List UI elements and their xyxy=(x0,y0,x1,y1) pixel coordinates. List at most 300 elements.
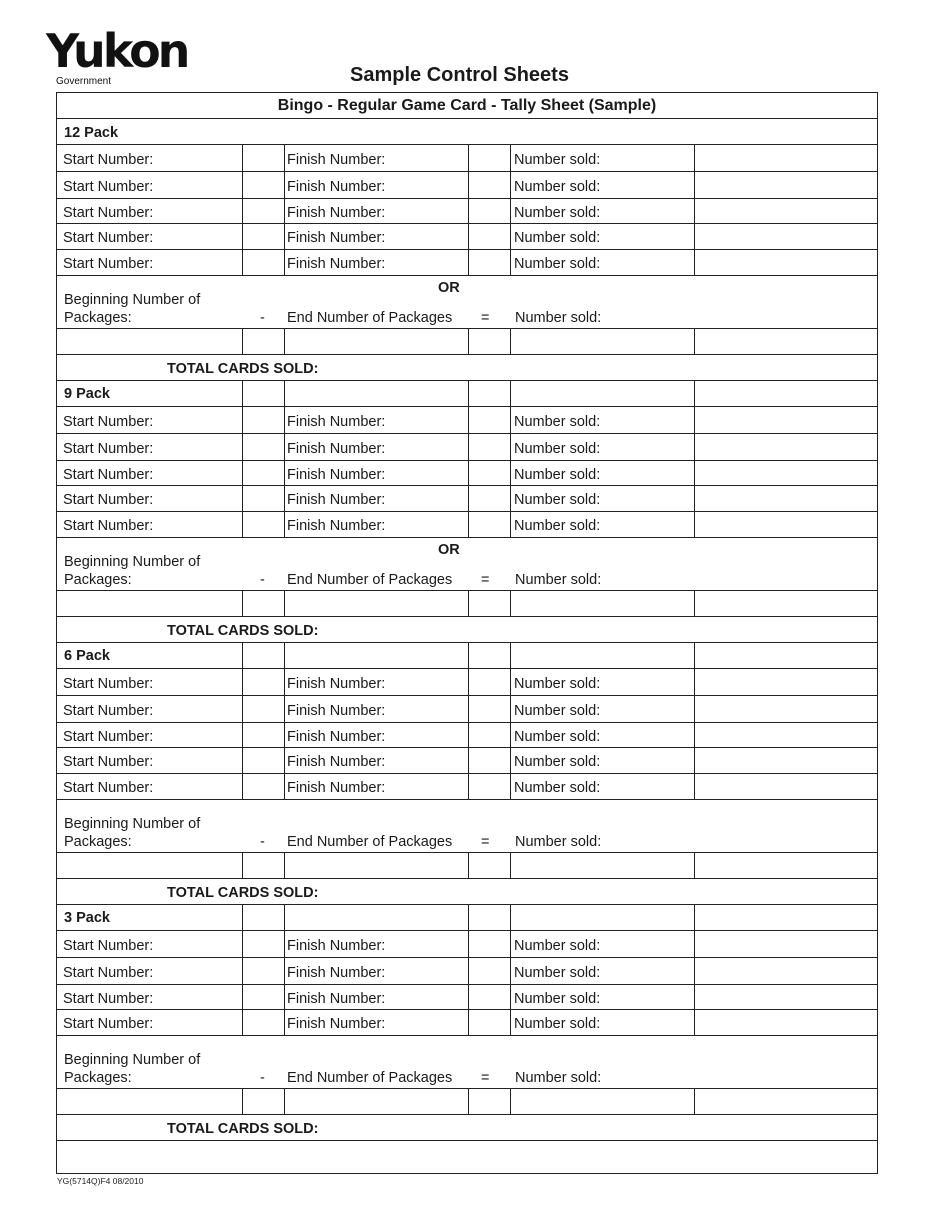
column-divider xyxy=(284,1010,285,1036)
packages-entry-field[interactable] xyxy=(244,1089,282,1113)
total-cards-row xyxy=(57,617,877,643)
column-divider xyxy=(694,748,695,774)
number-sold-field[interactable] xyxy=(696,1010,875,1034)
column-divider xyxy=(468,643,469,669)
start-number-label: Start Number: xyxy=(63,256,154,272)
finish-number-field[interactable] xyxy=(470,199,508,222)
finish-number-label: Finish Number: xyxy=(287,938,386,954)
sheet-title: Bingo - Regular Game Card - Tally Sheet (Sample) xyxy=(277,97,657,114)
column-divider xyxy=(694,774,695,800)
number-sold-field[interactable] xyxy=(696,250,875,274)
column-divider xyxy=(694,958,695,985)
finish-number-label: Finish Number: xyxy=(287,230,386,246)
column-divider xyxy=(242,486,243,512)
end-packages-label: End Number of Packages xyxy=(287,572,453,588)
finish-number-field[interactable] xyxy=(470,696,508,721)
minus-sign: - xyxy=(260,1070,265,1086)
number-sold-label: Number sold: xyxy=(514,230,601,246)
start-number-field[interactable] xyxy=(244,461,282,484)
column-divider xyxy=(694,250,695,276)
beginning-packages-label-cont: Packages: xyxy=(64,310,132,326)
column-divider xyxy=(468,905,469,931)
column-divider xyxy=(284,199,285,224)
start-number-field[interactable] xyxy=(244,774,282,798)
finish-number-label: Finish Number: xyxy=(287,703,386,719)
number-entry-row xyxy=(57,486,877,512)
packages-entry-field[interactable] xyxy=(59,329,240,353)
number-sold-field[interactable] xyxy=(696,774,875,798)
total-cards-field[interactable] xyxy=(357,355,873,379)
start-number-label: Start Number: xyxy=(63,703,154,719)
column-divider xyxy=(510,199,511,224)
column-divider xyxy=(284,381,285,407)
column-divider xyxy=(242,199,243,224)
finish-number-field[interactable] xyxy=(470,486,508,510)
column-divider xyxy=(694,224,695,250)
start-number-label: Start Number: xyxy=(63,179,154,195)
start-number-field[interactable] xyxy=(244,434,282,459)
packages-entry-field[interactable] xyxy=(59,591,240,615)
number-sold-field[interactable] xyxy=(696,669,875,694)
packages-entry-field[interactable] xyxy=(470,1089,508,1113)
finish-number-field[interactable] xyxy=(470,461,508,484)
column-divider xyxy=(510,329,511,355)
start-number-field[interactable] xyxy=(244,669,282,694)
total-cards-row xyxy=(57,879,877,905)
packages-entry-field[interactable] xyxy=(286,1089,466,1113)
number-sold-field[interactable] xyxy=(696,985,875,1008)
column-divider xyxy=(694,723,695,748)
column-divider xyxy=(242,145,243,172)
finish-number-field[interactable] xyxy=(470,434,508,459)
or-label: OR xyxy=(438,542,460,558)
column-divider xyxy=(468,250,469,276)
start-number-field[interactable] xyxy=(244,512,282,536)
pack-title: 12 Pack xyxy=(64,125,119,141)
total-cards-field[interactable] xyxy=(357,879,873,903)
number-entry-row xyxy=(57,931,877,958)
finish-number-label: Finish Number: xyxy=(287,754,386,770)
column-divider xyxy=(694,591,695,617)
number-sold-label: Number sold: xyxy=(514,152,601,168)
column-divider xyxy=(284,591,285,617)
number-sold-field[interactable] xyxy=(696,145,875,170)
column-divider xyxy=(242,250,243,276)
packages-entry-row xyxy=(57,853,877,879)
number-sold-field[interactable] xyxy=(696,434,875,459)
column-divider xyxy=(510,591,511,617)
finish-number-label: Finish Number: xyxy=(287,441,386,457)
column-divider xyxy=(510,669,511,696)
number-sold-label: Number sold: xyxy=(514,729,601,745)
number-sold-field[interactable] xyxy=(696,512,875,536)
number-sold-field[interactable] xyxy=(696,958,875,983)
column-divider xyxy=(694,199,695,224)
finish-number-label: Finish Number: xyxy=(287,1016,386,1032)
column-divider xyxy=(694,145,695,172)
packages-entry-field[interactable] xyxy=(244,853,282,877)
finish-number-label: Finish Number: xyxy=(287,780,386,796)
packages-entry-field[interactable] xyxy=(696,1089,875,1113)
finish-number-field[interactable] xyxy=(470,224,508,248)
column-divider xyxy=(694,512,695,538)
number-entry-row xyxy=(57,958,877,985)
total-cards-sold-label: TOTAL CARDS SOLD: xyxy=(167,361,319,377)
column-divider xyxy=(510,696,511,723)
number-sold-label: Number sold: xyxy=(514,414,601,430)
number-sold-field[interactable] xyxy=(696,723,875,746)
number-sold-label: Number sold: xyxy=(515,1070,602,1086)
finish-number-field[interactable] xyxy=(470,250,508,274)
column-divider xyxy=(468,461,469,486)
column-divider xyxy=(242,774,243,800)
number-sold-field[interactable] xyxy=(696,172,875,197)
number-sold-field[interactable] xyxy=(696,696,875,721)
column-divider xyxy=(284,1089,285,1115)
column-divider xyxy=(284,145,285,172)
start-number-field[interactable] xyxy=(244,407,282,432)
column-divider xyxy=(242,224,243,250)
number-entry-row xyxy=(57,1010,877,1036)
start-number-label: Start Number: xyxy=(63,729,154,745)
packages-entry-field[interactable] xyxy=(512,591,692,615)
packages-entry-field[interactable] xyxy=(696,853,875,877)
number-sold-label: Number sold: xyxy=(514,205,601,221)
minus-sign: - xyxy=(260,310,265,326)
logo-wordmark: Yukon xyxy=(46,24,188,78)
column-divider xyxy=(510,224,511,250)
column-divider xyxy=(242,931,243,958)
start-number-label: Start Number: xyxy=(63,152,154,168)
finish-number-label: Finish Number: xyxy=(287,179,386,195)
column-divider xyxy=(284,486,285,512)
finish-number-label: Finish Number: xyxy=(287,991,386,1007)
pack-header-row xyxy=(57,905,877,931)
packages-entry-field[interactable] xyxy=(244,591,282,615)
number-sold-label: Number sold: xyxy=(514,754,601,770)
column-divider xyxy=(242,407,243,434)
packages-entry-field[interactable] xyxy=(470,329,508,353)
number-sold-field[interactable] xyxy=(696,199,875,222)
total-cards-field[interactable] xyxy=(59,1141,875,1163)
column-divider xyxy=(468,512,469,538)
column-divider xyxy=(694,434,695,461)
column-divider xyxy=(510,1010,511,1036)
column-divider xyxy=(694,696,695,723)
column-divider xyxy=(468,224,469,250)
total-cards-row xyxy=(57,1115,877,1141)
column-divider xyxy=(284,853,285,879)
start-number-field[interactable] xyxy=(244,748,282,772)
column-divider xyxy=(510,486,511,512)
column-divider xyxy=(284,643,285,669)
column-divider xyxy=(694,381,695,407)
column-divider xyxy=(510,748,511,774)
number-entry-row xyxy=(57,199,877,224)
number-entry-row xyxy=(57,434,877,461)
finish-number-field[interactable] xyxy=(470,985,508,1008)
column-divider xyxy=(468,853,469,879)
start-number-field[interactable] xyxy=(244,486,282,510)
sheet-title-row xyxy=(57,93,877,119)
start-number-field[interactable] xyxy=(244,985,282,1008)
total-cards-sold-label: TOTAL CARDS SOLD: xyxy=(167,623,319,639)
number-sold-label: Number sold: xyxy=(515,834,602,850)
packages-formula-row xyxy=(57,1036,877,1089)
finish-number-label: Finish Number: xyxy=(287,256,386,272)
finish-number-field[interactable] xyxy=(470,145,508,170)
packages-entry-field[interactable] xyxy=(512,1089,692,1113)
column-divider xyxy=(510,723,511,748)
start-number-label: Start Number: xyxy=(63,938,154,954)
packages-entry-field[interactable] xyxy=(286,329,466,353)
finish-number-field[interactable] xyxy=(470,723,508,746)
column-divider xyxy=(510,985,511,1010)
packages-entry-field[interactable] xyxy=(59,853,240,877)
column-divider xyxy=(284,985,285,1010)
column-divider xyxy=(242,985,243,1010)
column-divider xyxy=(242,1089,243,1115)
finish-number-field[interactable] xyxy=(470,1010,508,1034)
beginning-packages-label: Beginning Number of xyxy=(64,816,201,832)
number-entry-row xyxy=(57,774,877,800)
finish-number-field[interactable] xyxy=(470,958,508,983)
pack-title: 3 Pack xyxy=(64,910,110,926)
number-sold-field[interactable] xyxy=(696,486,875,510)
column-divider xyxy=(510,643,511,669)
pack-header-row xyxy=(57,643,877,669)
number-sold-label: Number sold: xyxy=(514,518,601,534)
total-cards-field[interactable] xyxy=(357,617,873,641)
column-divider xyxy=(284,669,285,696)
packages-entry-row xyxy=(57,329,877,355)
packages-formula-row xyxy=(57,800,877,853)
finish-number-label: Finish Number: xyxy=(287,414,386,430)
start-number-label: Start Number: xyxy=(63,205,154,221)
column-divider xyxy=(284,958,285,985)
number-entry-row xyxy=(57,985,877,1010)
start-number-field[interactable] xyxy=(244,199,282,222)
start-number-field[interactable] xyxy=(244,172,282,197)
start-number-label: Start Number: xyxy=(63,780,154,796)
number-sold-label: Number sold: xyxy=(514,991,601,1007)
column-divider xyxy=(694,931,695,958)
start-number-label: Start Number: xyxy=(63,414,154,430)
equals-sign: = xyxy=(481,1070,490,1086)
packages-entry-field[interactable] xyxy=(244,329,282,353)
column-divider xyxy=(510,407,511,434)
start-number-field[interactable] xyxy=(244,931,282,956)
packages-entry-field[interactable] xyxy=(512,853,692,877)
beginning-packages-label-cont: Packages: xyxy=(64,1070,132,1086)
column-divider xyxy=(284,774,285,800)
number-sold-label: Number sold: xyxy=(514,492,601,508)
column-divider xyxy=(694,329,695,355)
column-divider xyxy=(284,905,285,931)
start-number-field[interactable] xyxy=(244,696,282,721)
packages-entry-field[interactable] xyxy=(470,853,508,877)
equals-sign: = xyxy=(481,572,490,588)
column-divider xyxy=(510,434,511,461)
packages-formula-row xyxy=(57,276,877,329)
column-divider xyxy=(284,407,285,434)
number-sold-field[interactable] xyxy=(696,407,875,432)
number-sold-field[interactable] xyxy=(696,461,875,484)
packages-formula-row xyxy=(57,538,877,591)
start-number-field[interactable] xyxy=(244,958,282,983)
number-sold-field[interactable] xyxy=(696,224,875,248)
column-divider xyxy=(694,985,695,1010)
finish-number-field[interactable] xyxy=(470,931,508,956)
packages-entry-field[interactable] xyxy=(696,329,875,353)
column-divider xyxy=(284,172,285,199)
yukon-logo xyxy=(46,24,188,88)
packages-entry-row xyxy=(57,1089,877,1115)
packages-entry-field[interactable] xyxy=(59,1089,240,1113)
column-divider xyxy=(242,643,243,669)
finish-number-field[interactable] xyxy=(470,407,508,432)
total-cards-row xyxy=(57,355,877,381)
finish-number-label: Finish Number: xyxy=(287,205,386,221)
equals-sign: = xyxy=(481,310,490,326)
number-entry-row xyxy=(57,748,877,774)
column-divider xyxy=(694,1010,695,1036)
packages-entry-field[interactable] xyxy=(512,329,692,353)
finish-number-field[interactable] xyxy=(470,669,508,694)
column-divider xyxy=(468,329,469,355)
column-divider xyxy=(510,1089,511,1115)
finish-number-field[interactable] xyxy=(470,748,508,772)
packages-entry-field[interactable] xyxy=(286,853,466,877)
column-divider xyxy=(242,381,243,407)
column-divider xyxy=(242,696,243,723)
finish-number-label: Finish Number: xyxy=(287,729,386,745)
pack-title: 6 Pack xyxy=(64,648,110,664)
beginning-packages-label-cont: Packages: xyxy=(64,834,132,850)
number-entry-row xyxy=(57,696,877,723)
column-divider xyxy=(242,1010,243,1036)
column-divider xyxy=(468,774,469,800)
column-divider xyxy=(468,696,469,723)
column-divider xyxy=(468,1089,469,1115)
number-entry-row xyxy=(57,512,877,538)
start-number-field[interactable] xyxy=(244,224,282,248)
column-divider xyxy=(284,329,285,355)
column-divider xyxy=(510,172,511,199)
number-entry-row xyxy=(57,461,877,486)
column-divider xyxy=(694,669,695,696)
number-sold-field[interactable] xyxy=(696,748,875,772)
equals-sign: = xyxy=(481,834,490,850)
start-number-field[interactable] xyxy=(244,723,282,746)
column-divider xyxy=(694,461,695,486)
number-sold-label: Number sold: xyxy=(514,467,601,483)
page-title: Sample Control Sheets xyxy=(350,64,569,86)
column-divider xyxy=(468,723,469,748)
minus-sign: - xyxy=(260,834,265,850)
total-cards-sold-label: TOTAL CARDS SOLD: xyxy=(167,1121,319,1137)
pack-header-row xyxy=(57,381,877,407)
form-number: YG(5714Q)F4 08/2010 xyxy=(57,1176,144,1186)
packages-entry-field[interactable] xyxy=(286,591,466,615)
packages-entry-field[interactable] xyxy=(470,591,508,615)
number-sold-label: Number sold: xyxy=(515,572,602,588)
number-sold-field[interactable] xyxy=(696,931,875,956)
column-divider xyxy=(468,958,469,985)
number-entry-row xyxy=(57,224,877,250)
column-divider xyxy=(510,512,511,538)
column-divider xyxy=(468,145,469,172)
column-divider xyxy=(510,461,511,486)
column-divider xyxy=(468,434,469,461)
column-divider xyxy=(694,853,695,879)
number-sold-label: Number sold: xyxy=(514,179,601,195)
number-entry-row xyxy=(57,723,877,748)
column-divider xyxy=(510,905,511,931)
start-number-label: Start Number: xyxy=(63,991,154,1007)
column-divider xyxy=(284,696,285,723)
column-divider xyxy=(242,853,243,879)
start-number-label: Start Number: xyxy=(63,492,154,508)
column-divider xyxy=(468,1010,469,1036)
start-number-field[interactable] xyxy=(244,145,282,170)
number-sold-label: Number sold: xyxy=(514,703,601,719)
finish-number-field[interactable] xyxy=(470,512,508,536)
pack-header-row xyxy=(57,119,877,145)
start-number-label: Start Number: xyxy=(63,467,154,483)
end-packages-label: End Number of Packages xyxy=(287,310,453,326)
column-divider xyxy=(694,486,695,512)
column-divider xyxy=(284,748,285,774)
number-sold-label: Number sold: xyxy=(514,441,601,457)
packages-entry-field[interactable] xyxy=(696,591,875,615)
minus-sign: - xyxy=(260,572,265,588)
final-blank-row xyxy=(57,1141,877,1172)
column-divider xyxy=(468,985,469,1010)
finish-number-label: Finish Number: xyxy=(287,492,386,508)
column-divider xyxy=(694,172,695,199)
start-number-field[interactable] xyxy=(244,250,282,274)
start-number-label: Start Number: xyxy=(63,676,154,692)
column-divider xyxy=(284,461,285,486)
column-divider xyxy=(242,748,243,774)
column-divider xyxy=(510,145,511,172)
start-number-label: Start Number: xyxy=(63,965,154,981)
start-number-label: Start Number: xyxy=(63,230,154,246)
column-divider xyxy=(242,329,243,355)
number-entry-row xyxy=(57,145,877,172)
column-divider xyxy=(694,1089,695,1115)
column-divider xyxy=(284,224,285,250)
number-entry-row xyxy=(57,172,877,199)
number-sold-label: Number sold: xyxy=(514,256,601,272)
finish-number-field[interactable] xyxy=(470,774,508,798)
beginning-packages-label: Beginning Number of xyxy=(64,292,201,308)
column-divider xyxy=(242,172,243,199)
number-entry-row xyxy=(57,250,877,276)
column-divider xyxy=(510,774,511,800)
number-sold-label: Number sold: xyxy=(514,965,601,981)
column-divider xyxy=(242,512,243,538)
start-number-label: Start Number: xyxy=(63,1016,154,1032)
finish-number-label: Finish Number: xyxy=(287,676,386,692)
start-number-label: Start Number: xyxy=(63,518,154,534)
finish-number-field[interactable] xyxy=(470,172,508,197)
finish-number-label: Finish Number: xyxy=(287,467,386,483)
start-number-field[interactable] xyxy=(244,1010,282,1034)
column-divider xyxy=(468,669,469,696)
column-divider xyxy=(694,643,695,669)
